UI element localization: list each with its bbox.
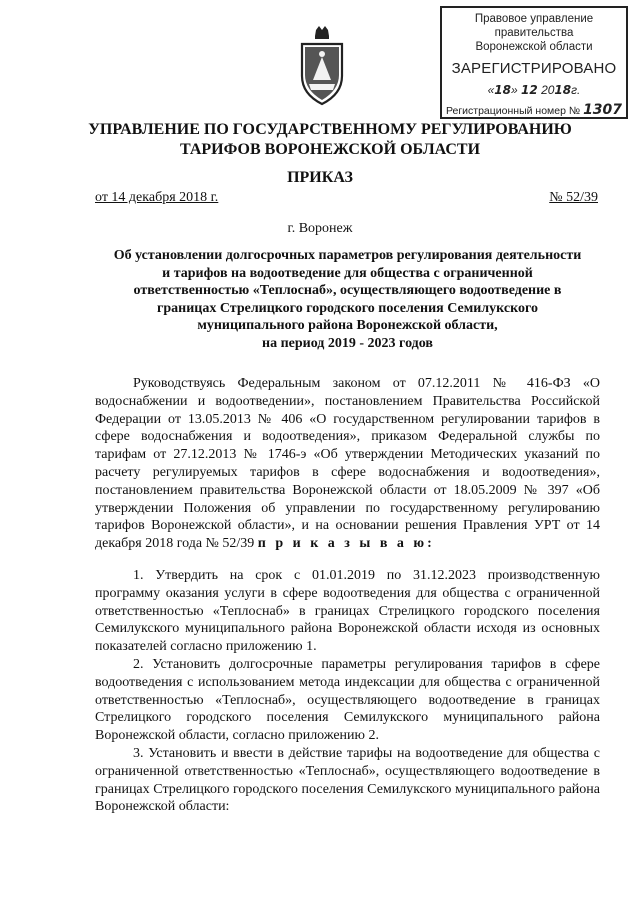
organization-title	[40, 120, 620, 160]
stamp-reg-label: Регистрационный номер №	[445, 105, 581, 117]
subject-line: границах Стрелицкого городского поселения Семилукского	[157, 300, 538, 316]
order-item-1: 1. Утвердить на срок с 01.01.2019 по 31.12.2023 производственную программу оказания услуги в сфере водоотведения для общества с ограниченной ответственностью «Теплоснаб» в границах Стрелицкого городского поселения Семилукского муниципального района Воронежской области исходя из основных показателей согласно приложению 1.	[95, 567, 600, 655]
stamp-reg-value: 1307	[583, 102, 623, 118]
order-subject	[95, 247, 600, 352]
order-keyword: п р и к а з ы в а ю:	[257, 536, 435, 552]
stamp-day: 18	[494, 83, 511, 97]
stamp-year-suffix: 18	[554, 83, 572, 97]
registration-stamp	[440, 6, 628, 119]
preamble-paragraph	[95, 375, 600, 553]
stamp-registered: ЗАРЕГИСТРИРОВАНО	[451, 60, 617, 77]
stamp-reg-number	[442, 102, 626, 118]
order-body	[95, 375, 600, 816]
subject-line: Об установлении долгосрочных параметров регулирования деятельности	[113, 248, 582, 263]
subject-line: на период 2019 - 2023 годов	[262, 335, 433, 351]
subject-line: муниципального района Воронежской области,	[197, 318, 498, 333]
stamp-line-1: Правовое управление правительства	[474, 13, 594, 39]
coat-of-arms-icon	[299, 24, 345, 110]
order-item-2: 2. Установить долгосрочные параметры регулирования тарифов в сфере водоотведения с использованием метода индексации для общества с ограниченной ответственностью «Теплоснаб», осуществляющего водоотведение в границах Стрелицкого городского поселения Семилукского муниципального района Воронежской области, согласно приложению 2.	[95, 656, 600, 744]
stamp-year-prefix: 20	[541, 83, 555, 97]
order-item-3: 3. Установить и ввести в действие тарифы на водоотведение для общества с ограниченной ответственностью «Теплоснаб», осуществляющего водоотведение в границах Стрелицкого городского поселения Семилукского муниципального района Воронежской области:	[95, 745, 600, 815]
subject-line: ответственностью «Теплоснаб», осуществляющего водоотведение в	[133, 283, 562, 298]
stamp-date-suffix: г.	[571, 83, 581, 97]
order-date: от 14 декабря 2018 г.	[95, 190, 219, 205]
subject-line: и тарифов на водоотведение для общества с ограниченной	[162, 265, 533, 281]
stamp-line-2: Воронежской области	[475, 41, 593, 53]
stamp-month: 12	[521, 83, 538, 97]
preamble-text: Руководствуясь Федеральным законом от 07.12.2011 № 416-ФЗ «О водоснабжении и водоотведении», постановлением Правительства Российской Федерации от 13.05.2013 № 406 «О государственном регулировании тарифов в сфере водоснабжения и водоотведения», приказом Федеральной службы по тарифам от 27.12.2013 № 1746-э «Об утверждении Методических указаний по расчету регулируемых тарифов в сфере водоснабжения и водоотведения», постановлением правительства Воронежской области от 18.05.2009 № 397 «Об утверждении Положения об управлении по государственному регулированию тарифов Воронежской области», и на основании решения Правления УРТ от 14 декабря 2018 года № 52/39	[95, 376, 600, 552]
stamp-date: «18» 12 2018г.	[487, 83, 581, 97]
order-number: № 52/39	[549, 190, 598, 205]
org-line-1: УПРАВЛЕНИЕ ПО ГОСУДАРСТВЕННОМУ РЕГУЛИРОВАНИЮ	[88, 121, 572, 138]
org-line-2: ТАРИФОВ ВОРОНЕЖСКОЙ ОБЛАСТИ	[179, 141, 481, 158]
city: г. Воронеж	[287, 221, 353, 236]
document-type: ПРИКАЗ	[287, 169, 353, 186]
